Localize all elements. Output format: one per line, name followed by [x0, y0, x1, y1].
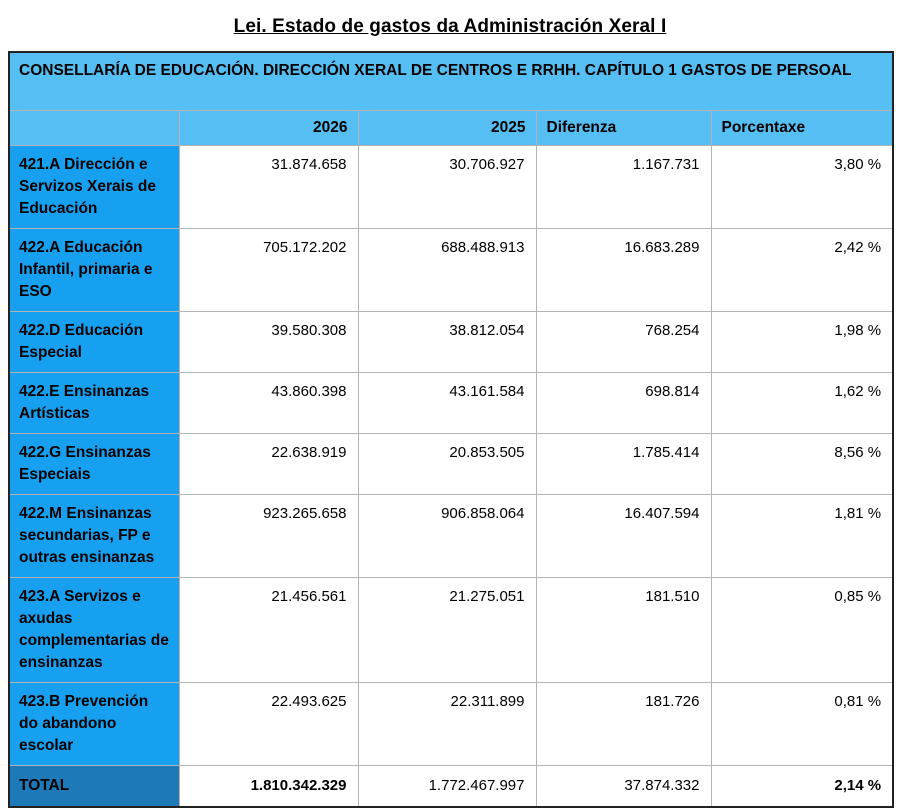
table-row: [9, 228, 893, 311]
value-2026: 39.580.308: [179, 311, 358, 372]
value-2025: 43.161.584: [358, 372, 536, 433]
row-label: 421.A Dirección e Servizos Xerais de Educación: [9, 145, 179, 228]
value-2026: 705.172.202: [179, 228, 358, 311]
column-header-row: [9, 110, 893, 145]
value-diferenza: 181.726: [536, 682, 711, 765]
value-porcentaxe: 0,81 %: [711, 682, 893, 765]
total-row: [9, 765, 893, 807]
value-2026: 21.456.561: [179, 577, 358, 682]
value-2026: 31.874.658: [179, 145, 358, 228]
column-header-2026: 2026: [179, 110, 358, 145]
value-porcentaxe: 1,98 %: [711, 311, 893, 372]
budget-table: [8, 51, 894, 808]
value-diferenza: 1.167.731: [536, 145, 711, 228]
value-diferenza: 768.254: [536, 311, 711, 372]
column-header-porcentaxe: Porcentaxe: [711, 110, 893, 145]
value-diferenza: 16.683.289: [536, 228, 711, 311]
row-label: 423.A Servizos e axudas complementarias de ensinanzas: [9, 577, 179, 682]
value-porcentaxe: 3,80 %: [711, 145, 893, 228]
value-2025: 22.311.899: [358, 682, 536, 765]
value-2025: 21.275.051: [358, 577, 536, 682]
value-porcentaxe: 8,56 %: [711, 433, 893, 494]
value-2026: 22.638.919: [179, 433, 358, 494]
value-diferenza: 1.785.414: [536, 433, 711, 494]
table-banner: CONSELLARÍA DE EDUCACIÓN. DIRECCIÓN XERAL DE CENTROS E RRHH. CAPÍTULO 1 GASTOS DE PERSOAL: [9, 52, 893, 110]
value-porcentaxe: 2,42 %: [711, 228, 893, 311]
value-porcentaxe: 1,62 %: [711, 372, 893, 433]
column-header-2025: 2025: [358, 110, 536, 145]
value-diferenza: 16.407.594: [536, 494, 711, 577]
column-header-diferenza: Diferenza: [536, 110, 711, 145]
row-label: 422.A Educación Infantil, primaria e ESO: [9, 228, 179, 311]
value-2026: 923.265.658: [179, 494, 358, 577]
total-2026: 1.810.342.329: [179, 765, 358, 807]
total-diferenza: 37.874.332: [536, 765, 711, 807]
total-2025: 1.772.467.997: [358, 765, 536, 807]
table-row: [9, 577, 893, 682]
table-row: [9, 372, 893, 433]
table-row: [9, 682, 893, 765]
value-2026: 43.860.398: [179, 372, 358, 433]
row-label: 422.M Ensinanzas secundarias, FP e outras ensinanzas: [9, 494, 179, 577]
value-2026: 22.493.625: [179, 682, 358, 765]
value-2025: 688.488.913: [358, 228, 536, 311]
table-row: [9, 145, 893, 228]
table-row: [9, 433, 893, 494]
row-label: 423.B Prevención do abandono escolar: [9, 682, 179, 765]
table-row: [9, 494, 893, 577]
table-banner-row: [9, 52, 893, 110]
row-label: 422.D Educación Especial: [9, 311, 179, 372]
value-porcentaxe: 0,85 %: [711, 577, 893, 682]
value-2025: 38.812.054: [358, 311, 536, 372]
value-diferenza: 698.814: [536, 372, 711, 433]
total-label: TOTAL: [9, 765, 179, 807]
value-2025: 906.858.064: [358, 494, 536, 577]
value-porcentaxe: 1,81 %: [711, 494, 893, 577]
page-title: Lei. Estado de gastos da Administración Xeral I: [233, 16, 667, 37]
total-porcentaxe: 2,14 %: [711, 765, 893, 807]
row-label: 422.G Ensinanzas Especiais: [9, 433, 179, 494]
row-label: 422.E Ensinanzas Artísticas: [9, 372, 179, 433]
value-2025: 20.853.505: [358, 433, 536, 494]
table-row: [9, 311, 893, 372]
value-diferenza: 181.510: [536, 577, 711, 682]
column-header-label: [9, 110, 179, 145]
value-2025: 30.706.927: [358, 145, 536, 228]
